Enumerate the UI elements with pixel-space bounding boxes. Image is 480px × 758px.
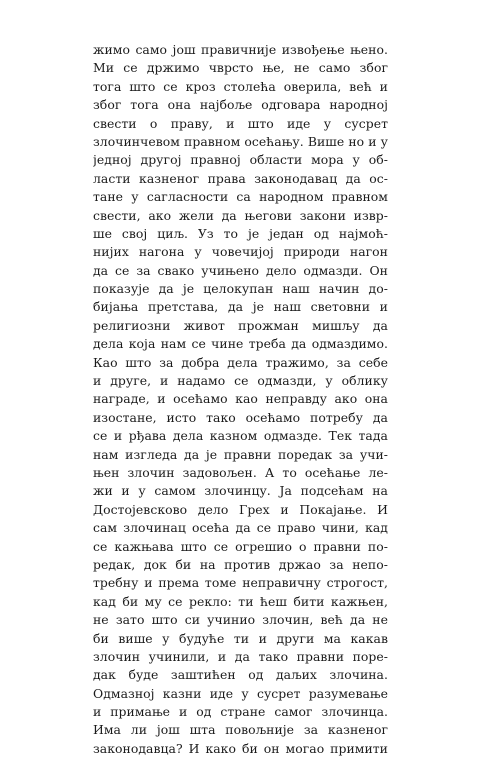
- body-text: [93, 41, 388, 758]
- text-line: се и рђава дела казном одмазде. Тек тада: [93, 428, 388, 444]
- text-line: и примање и од стране самог злочинца.: [93, 704, 388, 720]
- text-line: редак, док би на против држао за непо-: [93, 556, 388, 572]
- text-line: требну и према томе неправичну строгост,: [93, 575, 388, 591]
- text-line: кад би му се рекло: ти ћеш бити кажњен,: [93, 593, 388, 609]
- text-line: сам злочинац осећа да се право чини, кад: [93, 520, 388, 536]
- text-line: религиозни живот прожман мишљу да: [93, 317, 388, 333]
- text-line: злочин учинили, и да тако правни поре-: [93, 648, 388, 664]
- text-line: изостане, исто тако осећамо потребу да: [93, 409, 388, 425]
- text-line: тога што се кроз столећа оверила, већ и: [93, 78, 388, 94]
- text-line: тане у сагласности са народном правном: [93, 189, 388, 205]
- text-line: Као што за добра дела тражимо, за себе: [93, 354, 388, 370]
- text-line: Има ли још шта повољније за казненог: [93, 722, 388, 738]
- text-line: једној другој правној области мора у об-: [93, 152, 388, 168]
- text-line: свести о праву, и што иде у сусрет: [93, 115, 388, 131]
- text-line: нијих нагона у човечијој природи нагон: [93, 244, 388, 260]
- text-line: бијања претстава, да је наш световни и: [93, 299, 388, 315]
- text-line: награде, и осећамо као неправду ако она: [93, 391, 388, 407]
- text-line: због тога она најбоље одговара народној: [93, 97, 388, 113]
- text-line: се кажњава што се огрешио о правни по-: [93, 538, 388, 554]
- text-line: жимо само још правичније извођење њено.: [93, 42, 388, 57]
- text-line: свести, ако жели да његови закони извр-: [93, 207, 388, 223]
- text-line: злочинчевом правном осећању. Више но и у: [93, 133, 388, 149]
- text-line: не зато што си учинио злочин, већ да не: [93, 612, 388, 628]
- text-line: законодавца? И како би он могао примити: [93, 740, 388, 756]
- text-line: би више у будуће ти и други ма какав: [93, 630, 388, 646]
- text-line: Одмазној казни иде у сусрет разумевање: [93, 685, 388, 701]
- text-line: ше свој циљ. Уз то је један од најмоћ-: [93, 225, 388, 241]
- text-line: показује да је целокупан наш начин до-: [93, 281, 388, 297]
- text-line: ласти казненог права законодавац да ос-: [93, 170, 388, 186]
- text-line: дела која нам се чине треба да одмаздимо.: [93, 336, 388, 352]
- text-line: Достојевсково дело Грех и Покајање. И: [93, 501, 388, 517]
- text-line: нам изгледа да је правни поредак за учи-: [93, 446, 388, 462]
- text-line: њен злочин задовољен. А то осећање ле-: [93, 464, 388, 480]
- text-line: и друге, и надамо се одмазди, у облику: [93, 373, 388, 389]
- text-line: жи и у самом злочинцу. Ја подсећам на: [93, 483, 388, 499]
- text-line: да се за свако учињено дело одмазди. Он: [93, 262, 388, 278]
- text-line: Ми се држимо чврсто ње, не само због: [93, 60, 388, 76]
- text-line: дак буде заштићен од даљих злочина.: [93, 667, 388, 683]
